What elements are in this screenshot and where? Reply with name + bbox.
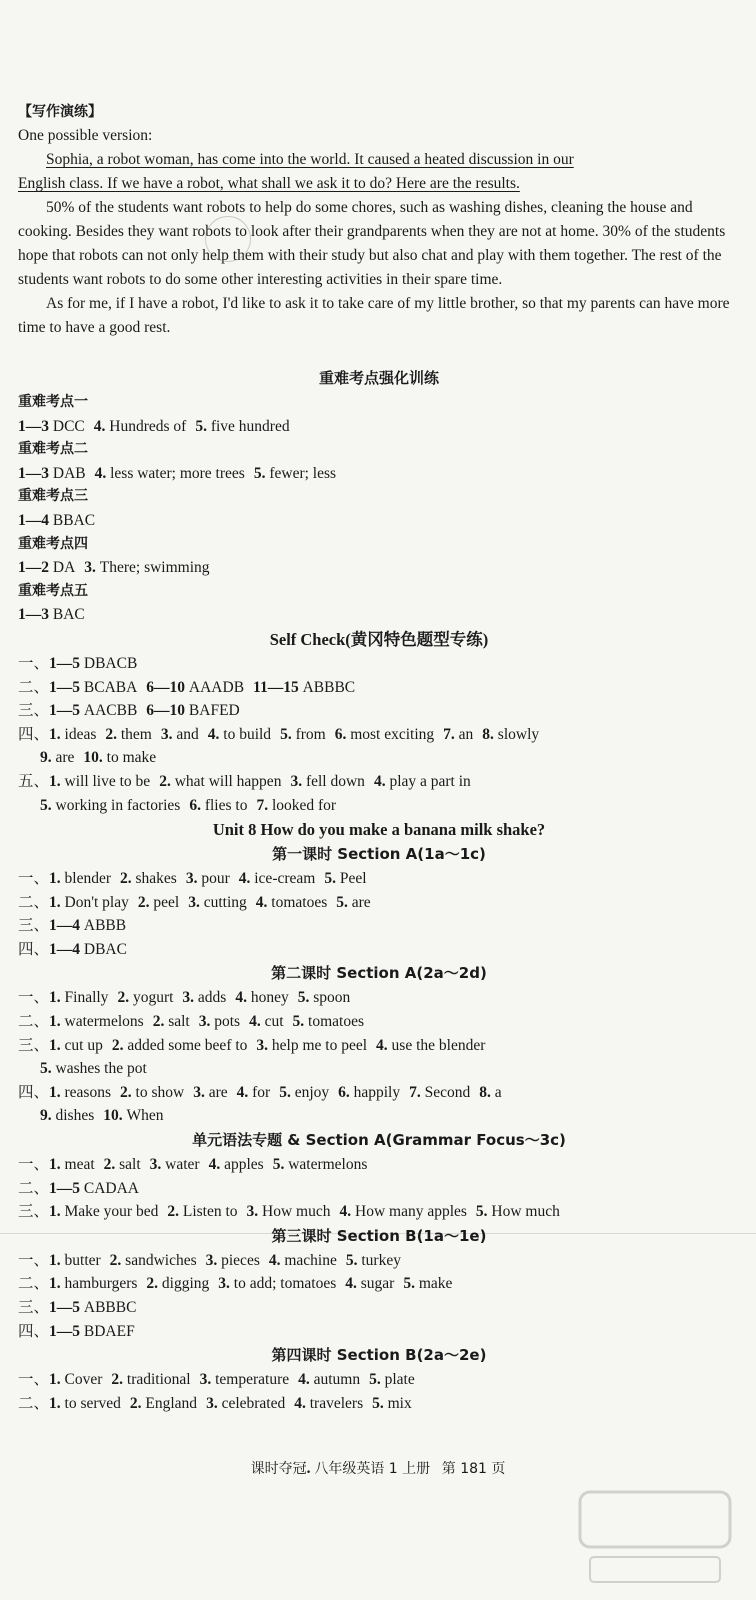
scan-fold-line — [0, 1233, 756, 1234]
answer-row — [18, 415, 740, 439]
answer-text: to build — [223, 725, 272, 743]
answer-text: How much — [262, 1203, 331, 1221]
answer-text: autumn — [313, 1371, 361, 1389]
answer-number: 2. — [129, 1394, 146, 1412]
answer-text: happily — [353, 1083, 401, 1101]
answer-text: salt — [168, 1013, 190, 1031]
row-prefix: 四、 — [18, 940, 50, 958]
answer-text: Finally — [64, 989, 109, 1007]
row-prefix: 三、 — [18, 917, 50, 935]
answer-number: 5. — [40, 1060, 56, 1078]
answer-text: DBAC — [83, 940, 127, 958]
answer-number: 2. — [120, 870, 136, 888]
answer-number: 5. — [272, 1156, 289, 1174]
answer-number: 3. — [185, 870, 202, 888]
answer-text: Peel — [339, 870, 367, 888]
answer-text: will live to be — [64, 772, 151, 790]
answer-text: BDAEF — [83, 1322, 135, 1340]
answer-number: 10. — [103, 1107, 127, 1125]
row-prefix: 四、 — [18, 725, 50, 743]
answer-text: ABBB — [83, 917, 127, 935]
answer-number: 1—2 — [18, 559, 53, 577]
answer-text: tomatoes — [271, 893, 328, 911]
answer-number: 6. — [334, 725, 351, 743]
lesson-title: 第三课时 Section B(1a～1e) — [271, 1226, 487, 1245]
answer-text: DCC — [52, 417, 85, 435]
answer-row — [18, 1296, 740, 1320]
answer-text: England — [145, 1394, 198, 1412]
answer-text: How many apples — [355, 1203, 467, 1221]
row-prefix: 三、 — [18, 1203, 50, 1221]
answer-row — [18, 603, 740, 627]
answer-number: 6. — [189, 796, 205, 814]
row-prefix: 二、 — [18, 1179, 50, 1197]
answer-row — [18, 699, 740, 723]
answer-number: 3. — [290, 772, 306, 790]
answer-text: less water; more trees — [110, 464, 245, 482]
answer-row — [18, 1081, 740, 1105]
row-prefix: 二、 — [18, 678, 50, 696]
grammar-title: 单元语法专题 & Section A(Grammar Focus～3c) — [192, 1131, 566, 1150]
footer-book: 课时夺冠 — [250, 1461, 307, 1477]
answer-text: play a part in — [389, 772, 471, 790]
answer-row — [18, 462, 740, 486]
row-prefix: 一、 — [18, 870, 50, 888]
answer-text: yogurt — [132, 989, 174, 1007]
answer-number: 1—3 — [18, 606, 53, 624]
answer-number: 7. — [443, 725, 459, 743]
row-prefix: 三、 — [18, 1036, 50, 1054]
answer-number: 3. — [182, 989, 198, 1007]
answer-number: 5. — [403, 1275, 419, 1293]
answer-text: make — [418, 1275, 453, 1293]
answer-text: There; swimming — [99, 559, 210, 577]
row-prefix: 一、 — [18, 1156, 50, 1174]
answer-row — [18, 746, 740, 770]
answer-row — [18, 652, 740, 676]
answer-number: 8. — [482, 725, 498, 743]
answer-number: 4. — [238, 870, 255, 888]
answer-row — [18, 1034, 740, 1058]
answers-section — [18, 366, 740, 1415]
answer-number: 1. — [49, 1156, 65, 1174]
writing-heading: 【写作演练】 — [18, 104, 102, 120]
answer-number: 3. — [149, 1156, 166, 1174]
row-prefix: 二、 — [18, 893, 50, 911]
answer-row — [18, 770, 740, 794]
answer-number: 6—10 — [146, 678, 189, 696]
answer-number: 2. — [167, 1203, 183, 1221]
answer-text: working in factories — [55, 796, 181, 814]
answer-number: 2. — [152, 1013, 169, 1031]
answer-text: DBACB — [83, 654, 138, 672]
answer-text: pieces — [221, 1251, 260, 1269]
row-prefix: 一、 — [18, 1251, 50, 1269]
answer-text: mix — [387, 1394, 412, 1412]
answer-text: ideas — [64, 725, 97, 743]
answer-text: butter — [64, 1251, 101, 1269]
answer-row — [18, 1153, 740, 1177]
writing-paragraph-2: 50% of the students want robots to help do some chores, such as washing dishes, cleaning the house and cooking. Besides they want robots to look after their grandparents when they are not at home. 30% of the students hope that robots can not only help them with their study but also chat and play with them together. The rest of the students want robots to do some other interesting activities in their spare time. — [18, 199, 726, 288]
answer-text: Don't play — [64, 893, 129, 911]
answer-text: enjoy — [294, 1083, 330, 1101]
answer-number: 3. — [84, 559, 100, 577]
answer-number: 4. — [373, 772, 390, 790]
answer-row — [18, 794, 740, 818]
answer-number: 2. — [146, 1275, 162, 1293]
answer-number: 1—5 — [49, 654, 84, 672]
answer-text: tomatoes — [308, 1013, 364, 1031]
footer-grade: 八年级英语 1 上册 — [314, 1461, 431, 1477]
answer-text: watermelons — [288, 1156, 368, 1174]
answer-number: 2. — [111, 1371, 127, 1389]
answer-text: an — [458, 725, 474, 743]
row-prefix: 一、 — [18, 654, 50, 672]
answer-number: 1. — [49, 870, 65, 888]
answer-text: hamburgers — [64, 1275, 138, 1293]
answer-text: BBAC — [52, 511, 96, 529]
footer-page-number: 第 181 页 — [441, 1461, 506, 1477]
answer-text: sugar — [360, 1275, 395, 1293]
answer-text: When — [126, 1107, 164, 1125]
answer-number: 1—3 — [18, 464, 53, 482]
answer-number: 5. — [253, 464, 270, 482]
answer-number: 5. — [292, 1013, 309, 1031]
row-prefix: 一、 — [18, 1371, 50, 1389]
answer-text: Hundreds of — [109, 417, 187, 435]
answer-number: 4. — [93, 417, 110, 435]
answer-row — [18, 1177, 740, 1201]
answer-number: 3. — [218, 1275, 234, 1293]
writing-underlined-line-1: Sophia, a robot woman, has come into the world. It caused a heated discussion in our — [46, 151, 574, 168]
answer-number: 1—3 — [18, 417, 53, 435]
answer-row — [18, 1010, 740, 1034]
answer-text: BAFED — [188, 702, 240, 720]
answer-text: fewer; less — [269, 464, 337, 482]
answer-number: 1—5 — [49, 702, 84, 720]
answer-text: to show — [135, 1083, 185, 1101]
key-point-heading: 重难考点五 — [18, 582, 88, 599]
answer-number: 4. — [208, 1156, 225, 1174]
answer-text: spoon — [313, 989, 351, 1007]
answer-text: are — [351, 893, 371, 911]
answer-number: 1. — [49, 1251, 65, 1269]
answer-number: 5. — [297, 989, 314, 1007]
answer-number: 8. — [479, 1083, 495, 1101]
answer-text: temperature — [215, 1371, 290, 1389]
answer-row — [18, 1392, 740, 1416]
answer-number: 10. — [83, 749, 107, 767]
answer-number: 4. — [298, 1371, 314, 1389]
answer-text: cut up — [64, 1036, 103, 1054]
answer-row — [18, 1200, 740, 1224]
answer-number: 1. — [49, 1371, 65, 1389]
answer-text: Make your bed — [64, 1203, 159, 1221]
writing-paragraph-3: As for me, if I have a robot, I'd like to ask it to take care of my little brother, so that my parents can have more time to have a good rest. — [18, 295, 730, 336]
answer-text: most exciting — [350, 725, 435, 743]
answer-row — [18, 509, 740, 533]
answer-text: DAB — [52, 464, 86, 482]
answer-text: use the blender — [391, 1036, 486, 1054]
answer-number: 4. — [236, 1083, 253, 1101]
row-prefix: 三、 — [18, 702, 50, 720]
answer-text: to served — [64, 1394, 121, 1412]
answer-number: 4. — [376, 1036, 392, 1054]
answer-number: 1. — [49, 725, 65, 743]
answer-number: 5. — [195, 417, 211, 435]
lesson-title: 第一课时 Section A(1a～1c) — [272, 845, 486, 864]
answer-number: 4. — [94, 464, 111, 482]
answer-row — [18, 867, 740, 891]
lesson-title: 第二课时 Section A(2a～2d) — [271, 964, 487, 983]
row-prefix: 五、 — [18, 772, 50, 790]
answer-number: 5. — [40, 796, 56, 814]
answer-text: ABBBC — [83, 1299, 137, 1316]
answer-number: 1—4 — [18, 511, 53, 529]
answer-row — [18, 891, 740, 915]
answer-number: 5. — [279, 1083, 295, 1101]
answer-text: traditional — [126, 1371, 191, 1389]
answer-number: 2. — [109, 1251, 126, 1269]
answer-number: 1—5 — [49, 678, 84, 696]
answer-text: pour — [201, 870, 230, 888]
answer-number: 4. — [207, 725, 224, 743]
answer-text: Cover — [64, 1371, 103, 1389]
answer-text: to make — [106, 749, 157, 767]
answer-text: ABBBC — [302, 678, 356, 696]
answer-number: 9. — [40, 1107, 56, 1125]
answer-number: 3. — [199, 1371, 216, 1389]
answer-row — [18, 723, 740, 747]
answer-number: 1—4 — [49, 917, 84, 935]
answer-number: 11—15 — [253, 678, 303, 696]
answer-number: 6—10 — [146, 702, 189, 720]
answer-number: 7. — [256, 796, 272, 814]
answer-text: digging — [161, 1275, 210, 1293]
answer-text: flies to — [204, 796, 248, 814]
answer-number: 1. — [49, 1203, 65, 1221]
section-title-key-points: 重难考点强化训练 — [318, 369, 439, 387]
unit-title: Unit 8 How do you make a banana milk shake? — [212, 820, 546, 840]
answer-number: 1—5 — [49, 1299, 84, 1316]
key-point-heading: 重难考点四 — [18, 535, 88, 552]
answer-row — [18, 914, 740, 938]
answer-text: blender — [64, 870, 111, 888]
answer-text: watermelons — [64, 1013, 144, 1031]
answer-row — [18, 556, 740, 580]
answer-number: 4. — [345, 1275, 361, 1293]
answer-number: 2. — [159, 772, 175, 790]
answer-number: 5. — [336, 893, 352, 911]
answer-text: AAADB — [188, 678, 245, 696]
row-prefix: 四、 — [18, 1083, 50, 1101]
answer-text: what will happen — [174, 772, 282, 790]
answer-number: 1—5 — [49, 1322, 84, 1340]
section-title-self-check: Self Check(黄冈特色题型专练) — [269, 629, 489, 649]
answer-text: dishes — [55, 1107, 95, 1125]
row-prefix: 三、 — [18, 1299, 50, 1316]
row-prefix: 二、 — [18, 1013, 50, 1031]
answer-row — [18, 1057, 740, 1081]
answer-row — [18, 1320, 740, 1344]
answer-text: fell down — [305, 772, 365, 790]
answer-number: 1. — [49, 1275, 65, 1293]
answer-text: them — [120, 725, 152, 743]
answer-number: 3. — [188, 893, 204, 911]
answer-number: 3. — [205, 1251, 222, 1269]
answer-number: 1. — [49, 1394, 65, 1412]
answer-text: machine — [284, 1251, 337, 1269]
answer-number: 9. — [40, 749, 56, 767]
answer-number: 4. — [249, 1013, 265, 1031]
answer-text: are — [208, 1083, 228, 1101]
answer-text: for — [252, 1083, 271, 1101]
answer-number: 4. — [294, 1394, 310, 1412]
answer-text: shakes — [135, 870, 177, 888]
row-prefix: 二、 — [18, 1275, 50, 1293]
answer-row — [18, 1104, 740, 1128]
answer-text: to add; tomatoes — [233, 1275, 337, 1293]
answer-text: pots — [214, 1013, 241, 1031]
answer-number: 1. — [49, 893, 65, 911]
answer-number: 2. — [137, 893, 154, 911]
answer-text: Listen to — [182, 1203, 238, 1221]
answer-number: 5. — [372, 1394, 388, 1412]
answer-text: from — [295, 725, 326, 743]
answer-number: 1—4 — [49, 940, 84, 958]
answer-number: 2. — [105, 725, 121, 743]
answer-text: honey — [250, 989, 289, 1007]
answer-number: 5. — [324, 870, 340, 888]
answer-number: 3. — [256, 1036, 272, 1054]
answer-text: BCABA — [83, 678, 138, 696]
answer-text: Second — [424, 1083, 471, 1101]
answer-number: 5. — [345, 1251, 362, 1269]
answer-text: reasons — [64, 1083, 112, 1101]
answer-text: DA — [52, 559, 76, 577]
answer-text: added some beef to — [127, 1036, 248, 1054]
answer-row — [18, 676, 740, 700]
answer-text: plate — [384, 1371, 415, 1389]
answer-number: 1. — [49, 1036, 65, 1054]
answer-number: 5. — [369, 1371, 385, 1389]
row-prefix: 二、 — [18, 1394, 50, 1412]
watermark-logo-icon — [560, 1472, 750, 1592]
lesson-title: 第四课时 Section B(2a～2e) — [271, 1346, 487, 1365]
key-point-heading: 重难考点二 — [18, 441, 88, 458]
answer-text: salt — [119, 1156, 141, 1174]
writing-underlined-line-2: English class. If we have a robot, what shall we ask it to do? Here are the results. — [18, 175, 520, 192]
answer-text: adds — [197, 989, 227, 1007]
answer-number: 2. — [111, 1036, 128, 1054]
answer-text: water — [165, 1156, 200, 1174]
key-point-heading: 重难考点三 — [18, 488, 88, 505]
answer-text: looked for — [271, 796, 337, 814]
answer-text: slowly — [497, 725, 540, 743]
answer-number: 4. — [235, 989, 251, 1007]
answer-text: washes the pot — [55, 1060, 147, 1078]
answer-text: travelers — [309, 1394, 364, 1412]
writing-practice-section — [18, 100, 740, 340]
answer-number: 3. — [198, 1013, 215, 1031]
answer-row — [18, 938, 740, 962]
answer-number: 3. — [206, 1394, 222, 1412]
key-point-heading: 重难考点一 — [18, 394, 88, 410]
answer-text: cutting — [203, 893, 247, 911]
answer-number: 4. — [268, 1251, 285, 1269]
answer-number: 4. — [255, 893, 272, 911]
answer-number: 2. — [117, 989, 133, 1007]
answer-number: 3. — [193, 1083, 209, 1101]
answer-row — [18, 1368, 740, 1392]
answer-number: 5. — [475, 1203, 492, 1221]
ink-stamp-icon — [205, 216, 251, 262]
answer-number: 4. — [339, 1203, 355, 1221]
row-prefix: 四、 — [18, 1322, 50, 1340]
answer-text: meat — [64, 1156, 95, 1174]
answer-number: 1. — [49, 989, 65, 1007]
answer-text: turkey — [361, 1251, 401, 1269]
answer-text: ice-cream — [254, 870, 316, 888]
answer-number: 5. — [280, 725, 296, 743]
footer-sep: . — [306, 1460, 311, 1477]
answer-text: help me to peel — [271, 1036, 368, 1054]
answer-number: 6. — [338, 1083, 354, 1101]
answer-text: How much — [491, 1203, 560, 1221]
answer-number: 1. — [49, 1083, 65, 1101]
writing-intro: One possible version: — [18, 127, 153, 144]
answer-number: 2. — [120, 1083, 136, 1101]
answer-text: sandwiches — [125, 1251, 197, 1269]
answer-number: 1. — [49, 772, 65, 790]
answer-row — [18, 986, 740, 1010]
answer-row — [18, 1249, 740, 1273]
answer-number: 1—5 — [49, 1179, 84, 1197]
answer-text: cut — [264, 1013, 284, 1031]
answer-text: CADAA — [83, 1179, 140, 1197]
answer-text: are — [55, 749, 75, 767]
answer-number: 3. — [160, 725, 177, 743]
answer-text: a — [494, 1083, 502, 1101]
answer-number: 2. — [103, 1156, 120, 1174]
row-prefix: 一、 — [18, 989, 50, 1007]
answer-number: 7. — [409, 1083, 425, 1101]
answer-text: and — [176, 725, 199, 743]
answer-number: 1. — [49, 1013, 65, 1031]
answer-number: 3. — [246, 1203, 263, 1221]
answer-text: peel — [153, 893, 180, 911]
answer-text: celebrated — [221, 1394, 286, 1412]
answer-text: AACBB — [83, 702, 138, 720]
answer-text: apples — [224, 1156, 264, 1174]
answer-text: five hundred — [210, 417, 290, 435]
answer-row — [18, 1272, 740, 1296]
answer-text: BAC — [52, 606, 85, 624]
